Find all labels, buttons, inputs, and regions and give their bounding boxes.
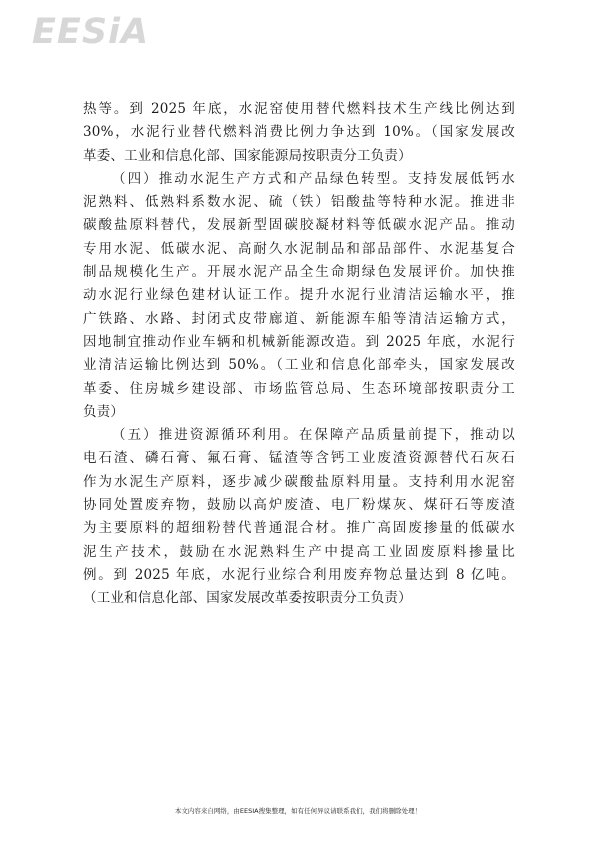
paragraph-line: （五）推进资源循环利用。在保障产品质量前提下，推动以 [112, 427, 515, 444]
paragraph-line: 泥熟料、低熟料系数水泥、硫（铁）铝酸盐等特种水泥。推进非 [83, 194, 515, 211]
paragraph-line: 例。到 2025 年底，水泥行业综合利用废弃物总量达到 8 亿吨。 [83, 566, 515, 583]
paragraph-line: （工业和信息化部、国家发展改革委按职责分工负责） [83, 590, 412, 607]
paragraph [83, 168, 515, 424]
document-body [83, 98, 515, 611]
paragraph-line: 负责） [83, 403, 125, 420]
paragraph-line: 广铁路、水路、封闭式皮带廊道、新能源车船等清洁运输方式， [83, 310, 515, 327]
paragraph-line: 为主要原料的超细粉替代普通混合材。推广高固废掺量的低碳水 [83, 520, 515, 537]
paragraph-line: （四）推动水泥生产方式和产品绿色转型。支持发展低钙水 [112, 170, 515, 187]
paragraph-line: 电石渣、磷石膏、氟石膏、锰渣等含钙工业废渣资源替代石灰石 [83, 450, 515, 467]
paragraph-line: 革委、工业和信息化部、国家能源局按职责分工负责） [83, 147, 412, 164]
paragraph-line: 协同处置废弃物，鼓励以高炉废渣、电厂粉煤灰、煤矸石等废渣 [83, 497, 515, 514]
paragraph-line: 碳酸盐原料替代，发展新型固碳胶凝材料等低碳水泥产品。推动 [83, 217, 515, 234]
page-footer-disclaimer: 本文内容来自网络，由EESIA搜集整理，如有任何异议请联系我们，我们将删除处理！ [174, 807, 422, 815]
paragraph-line: 因地制宜推动作业车辆和机械新能源改造。到 2025 年底，水泥行 [83, 333, 515, 350]
paragraph-line: 制品规模化生产。开展水泥产品全生命期绿色发展评价。加快推 [83, 264, 515, 281]
paragraph [83, 424, 515, 610]
paragraph [83, 98, 515, 168]
paragraph-line: 动水泥行业绿色建材认证工作。提升水泥行业清洁运输水平，推 [83, 287, 515, 304]
paragraph-line: 革委、住房城乡建设部、市场监管总局、生态环境部按职责分工 [83, 380, 515, 397]
paragraph-line: 作为水泥生产原料，逐步减少碳酸盐原料用量。支持利用水泥窑 [83, 473, 515, 490]
paragraph-line: 泥生产技术，鼓励在水泥熟料生产中提高工业固废原料掺量比 [83, 543, 515, 560]
paragraph-line: 专用水泥、低碳水泥、高耐久水泥制品和部品部件、水泥基复合 [83, 240, 515, 257]
paragraph-line: 业清洁运输比例达到 50%。（工业和信息化部牵头，国家发展改 [83, 357, 515, 374]
paragraph-line: 30%，水泥行业替代燃料消费比例力争达到 10%。（国家发展改 [83, 124, 515, 141]
eesia-logo: EESiA [32, 12, 150, 52]
paragraph-line: 热等。到 2025 年底，水泥窑使用替代燃料技术生产线比例达到 [83, 101, 515, 117]
